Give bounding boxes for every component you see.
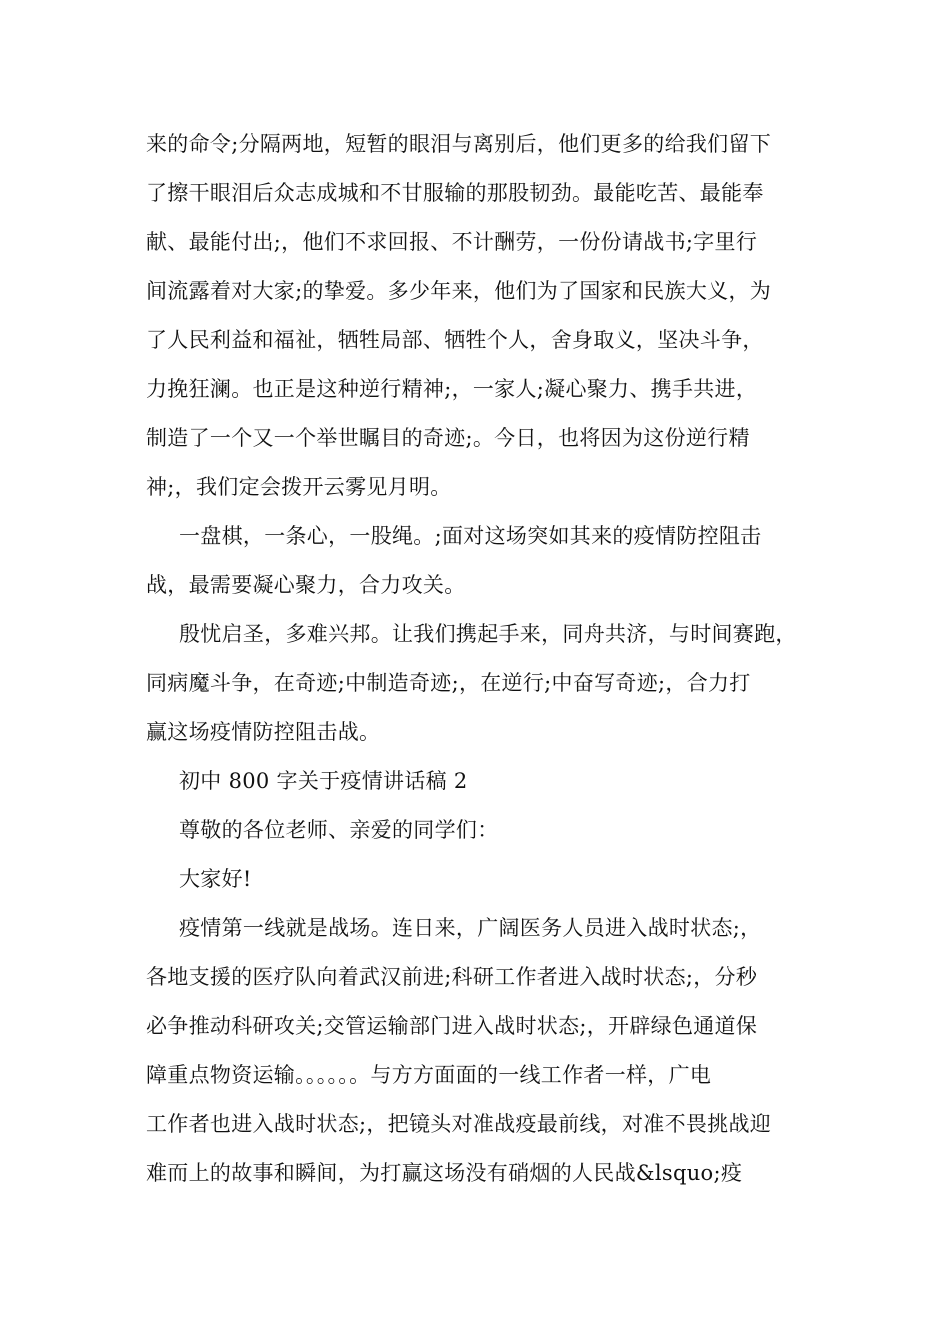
- text-line: 了擦干眼泪后众志成城和不甘服输的那股韧劲。最能吃苦、最能奉: [146, 181, 764, 205]
- text-line: 献、最能付出;，他们不求回报、不计酬劳，一份份请战书;字里行: [146, 230, 758, 254]
- text-line: 难而上的故事和瞬间，为打赢这场没有硝烟的人民战&lsquo;疫: [146, 1161, 743, 1185]
- text-line: 了人民利益和福祉，牺牲局部、牺牲个人，舍身取义，坚决斗争，: [146, 328, 764, 352]
- text-line: 神;，我们定会拨开云雾见月明。: [146, 475, 452, 499]
- text-line: 来的命令;分隔两地，短暂的眼泪与离别后，他们更多的给我们留下: [146, 132, 772, 156]
- text-line: 障重点物资运输。。。。。。与方方面面的一线工作者一样，广电: [146, 1063, 712, 1087]
- greeting: 大家好!: [179, 867, 252, 891]
- document-body: [146, 131, 806, 1209]
- text-line: 战，最需要凝心聚力，合力攻关。: [146, 573, 466, 597]
- text-line: 制造了一个又一个举世瞩目的奇迹;。今日，也将因为这份逆行精: [146, 426, 750, 450]
- text-line: 工作者也进入战时状态;，把镜头对准战疫最前线，对准不畏挑战迎: [146, 1112, 772, 1136]
- paragraph-start-line: 疫情第一线就是战场。连日来，广阔医务人员进入战时状态;，: [179, 916, 762, 940]
- paragraph-start-line: 一盘棋，一条心，一股绳。;面对这场突如其来的疫情防控阻击: [179, 524, 762, 548]
- text-line: 必争推动科研攻关;交管运输部门进入战时状态;，开辟绿色通道保: [146, 1014, 758, 1038]
- salutation: 尊敬的各位老师、亲爱的同学们：: [179, 818, 499, 842]
- paragraph-start-line: 殷忧启圣，多难兴邦。让我们携起手来，同舟共济，与时间赛跑，: [179, 622, 797, 646]
- text-line: 赢这场疫情防控阻击战。: [146, 720, 381, 744]
- text-line: 力挽狂澜。也正是这种逆行精神;，一家人;凝心聚力、携手共进，: [146, 377, 758, 401]
- text-line: 同病魔斗争，在奇迹;中制造奇迹;，在逆行;中奋写奇迹;，合力打: [146, 671, 751, 695]
- text-line: 各地支援的医疗队向着武汉前进;科研工作者进入战时状态;，分秒: [146, 965, 758, 989]
- section-heading: 初中 800 字关于疫情讲话稿 2: [179, 769, 468, 793]
- text-line: 间流露着对大家;的挚爱。多少年来，他们为了国家和民族大义，为: [146, 279, 772, 303]
